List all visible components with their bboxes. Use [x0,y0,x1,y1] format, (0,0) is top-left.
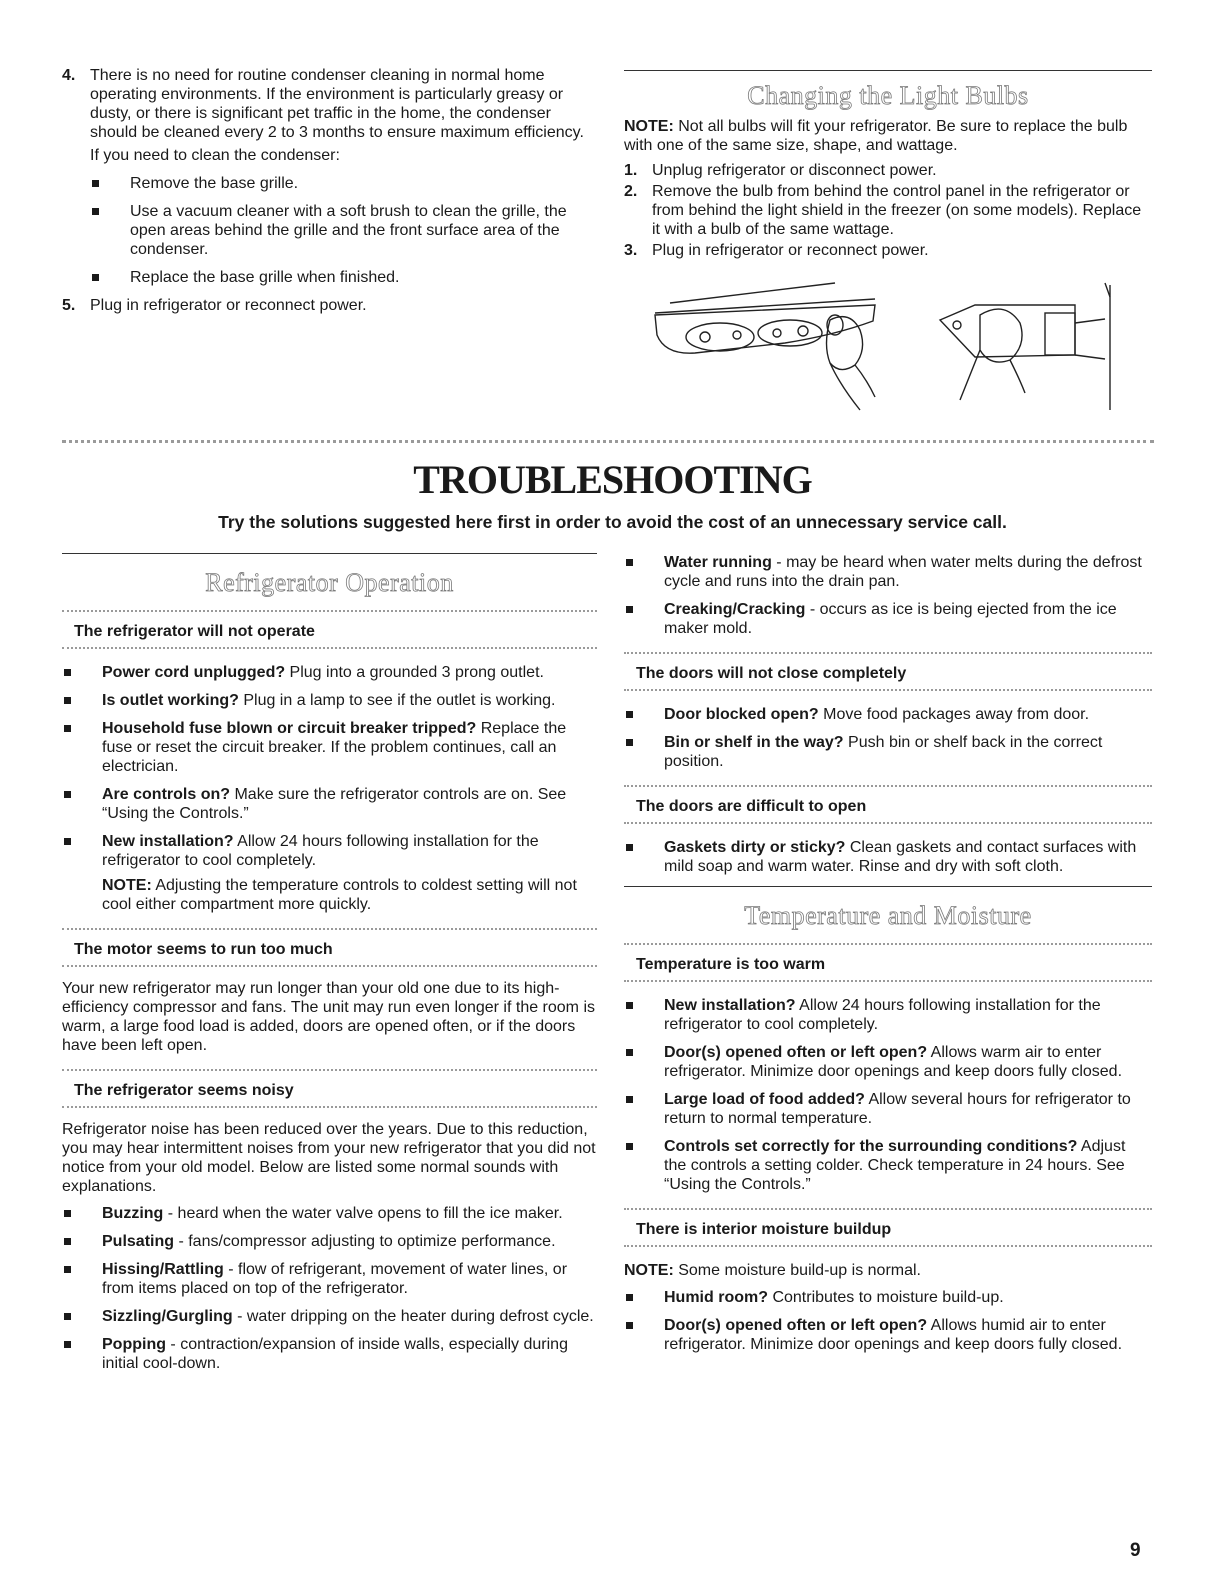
list-item: Humid room? Contributes to moisture build-up. [624,1288,1152,1307]
bulb-note: NOTE: Not all bulbs will fit your refrigerator. Be sure to replace the bulb with one of the same size, shape, and wattage. [624,118,1128,154]
arm-line [855,365,875,397]
divider [62,440,1154,443]
dotted-rule [624,822,1152,828]
step-2: 2. Remove the bulb from behind the control panel in the refrigerator or from behind the light shield in the freezer (on some models). Replace it with a bulb of the same wattage. [624,183,1142,238]
bullet-icon [62,1307,102,1326]
list-item: Door(s) opened often or left open? Allows humid air to enter refrigerator. Minimize door openings and keep doors fully closed. [624,1316,1152,1354]
housing-line [670,283,835,303]
bullet-icon [62,1232,102,1251]
dotted-rule [624,943,1152,949]
list-item: Hissing/Rattling - flow of refrigerant, movement of water lines, or from items placed on top of the refrigerator. [62,1260,597,1298]
bullet-icon [624,1316,664,1354]
bullet-icon [62,1260,102,1298]
bullet-icon [62,719,102,776]
bullet-icon [62,785,102,823]
dotted-rule [62,928,597,934]
bullet-icon [624,600,664,638]
section-title: Temperature and Moisture [744,901,1032,930]
bullet-icon [624,1288,664,1307]
bullet-icon [624,705,664,724]
page-number: 9 [1130,1540,1141,1561]
list-item: Bin or shelf in the way? Push bin or shelf back in the correct position. [624,733,1152,771]
bullet-icon [90,174,130,193]
dotted-rule [62,1069,597,1075]
shield-cover [1045,313,1075,355]
step-3: 3. Plug in refrigerator or reconnect power. [624,242,929,259]
subsection-heading: The motor seems to run too much [74,941,333,958]
dotted-rule [624,652,1152,658]
list-item: Door(s) opened often or left open? Allows warm air to enter refrigerator. Minimize door openings and keep doors fully closed. [624,1043,1152,1081]
list-item: Buzzing - heard when the water valve opens to fill the ice maker. [62,1204,597,1223]
note: NOTE: Some moisture build-up is normal. [624,1262,921,1279]
list-item: Pulsating - fans/compressor adjusting to optimize performance. [62,1232,597,1251]
dotted-rule [62,965,597,971]
list-item: Household fuse blown or circuit breaker tripped? Replace the fuse or reset the circuit breaker. If the problem continues, call an electrician. [62,719,597,776]
dotted-rule [62,610,597,616]
dotted-rule [624,980,1152,986]
bullet-icon [624,1090,664,1128]
arm-line [1010,360,1025,393]
list-item: Controls set correctly for the surrounding conditions? Adjust the controls a setting colder. Check temperature in 24 hours. See “Using the Controls.” [624,1137,1152,1194]
subsection-heading: The doors are difficult to open [636,798,867,815]
section-rule [624,886,1152,887]
list-item: Popping - contraction/expansion of inside walls, especially during initial cool-down. [62,1335,597,1373]
step-number: 4. [62,67,76,84]
step-text: Plug in refrigerator or reconnect power. [90,297,367,314]
bullet-icon [62,691,102,710]
bullet-icon [624,996,664,1034]
bullet-icon [624,733,664,771]
light-bulbs-section [624,70,1152,262]
list-item: Are controls on? Make sure the refrigerator controls are on. See “Using the Controls.” [62,785,597,823]
bullet-icon [624,1043,664,1081]
section-title: Refrigerator Operation [205,568,454,597]
control-dial [686,323,754,351]
troubleshooting-right-column [624,553,1152,1363]
bulb-replacement-illustration [635,275,1145,415]
page-title: TROUBLESHOOTING [413,457,812,502]
section-title: Changing the Light Bulbs [747,81,1029,110]
condenser-section [62,66,592,317]
step-4 [62,66,592,142]
hand [980,309,1022,362]
list-item: Power cord unplugged? Plug into a grounded 3 prong outlet. [62,663,597,682]
bullet-icon [62,663,102,682]
condenser-bullets [90,174,592,287]
list-item: New installation? Allow 24 hours following installation for the refrigerator to cool completely. [624,996,1152,1034]
list-item: Sizzling/Gurgling - water dripping on the heater during defrost cycle. [62,1307,597,1326]
subsection-heading: Temperature is too warm [636,956,826,973]
bulb [953,321,961,329]
subsection-heading: The doors will not close completely [636,665,907,682]
page-subtitle: Try the solutions suggested here first in order to avoid the cost of an unnecessary service call. [218,512,1007,532]
bullet-icon [62,1204,102,1223]
arm-line [960,350,980,400]
condenser-intro: If you need to clean the condenser: [90,147,340,164]
bullet-icon [62,832,102,870]
list-item: Is outlet working? Plug in a lamp to see if the outlet is working. [62,691,597,710]
step-text: There is no need for routine condenser cleaning in normal home operating environments. If the environment is particularly greasy or dusty, or there is significant pet traffic in the home, the condenser should be cleaned every 2 to 3 months to ensure maximum efficiency. [90,67,584,141]
subsection-heading: The refrigerator will not operate [74,623,315,640]
dotted-rule [624,785,1152,791]
step-5 [62,296,592,315]
section-rule [624,70,1152,71]
list-item: Large load of food added? Allow several hours for refrigerator to return to normal temperature. [624,1090,1152,1128]
list-item: New installation? Allow 24 hours following installation for the refrigerator to cool completely. [62,832,597,870]
dotted-rule [62,647,597,653]
list-item: Replace the base grille when finished. [90,268,592,287]
list-item: Use a vacuum cleaner with a soft brush to clean the grille, the open areas behind the grille and the front surface area of the condenser. [90,202,592,259]
bullet-icon [624,838,664,876]
list-item: Creaking/Cracking - occurs as ice is being ejected from the ice maker mold. [624,600,1152,638]
bullet-icon [90,268,130,287]
step-number: 5. [62,297,76,314]
hand [827,317,863,370]
bullet-icon [90,202,130,259]
list-item: Remove the base grille. [90,174,592,193]
list-item: Door blocked open? Move food packages away from door. [624,705,1152,724]
paragraph: Your new refrigerator may run longer than your old one due to its high-efficiency compressor and fans. The unit may run even longer if the room is warm, a large food load is added, doors are opened often, or if the doors have been left open. [62,980,596,1054]
list-item: Water running - may be heard when water melts during the defrost cycle and runs into the drain pan. [624,553,1152,591]
bullet-icon [62,1335,102,1373]
subsection-heading: The refrigerator seems noisy [74,1082,294,1099]
step-1: 1. Unplug refrigerator or disconnect power. [624,162,937,179]
bullet-icon [624,553,664,591]
list-item: Gaskets dirty or sticky? Clean gaskets and contact surfaces with mild soap and warm water. Rinse and dry with soft cloth. [624,838,1152,876]
subsection-heading: There is interior moisture buildup [636,1221,892,1238]
bullet-icon [624,1137,664,1194]
dotted-rule [62,1106,597,1112]
dotted-rule [624,689,1152,695]
dotted-rule [624,1245,1152,1251]
note: NOTE: Adjusting the temperature controls to coldest setting will not cool either compartment more quickly. [102,877,577,913]
refrigerator-operation-section [62,553,597,1382]
dotted-rule [624,1208,1152,1214]
paragraph: Refrigerator noise has been reduced over the years. Due to this reduction, you may hear intermittent noises from your new refrigerator that you did not notice from your old model. Below are listed some normal sounds with explanations. [62,1121,596,1195]
section-rule [62,553,597,554]
